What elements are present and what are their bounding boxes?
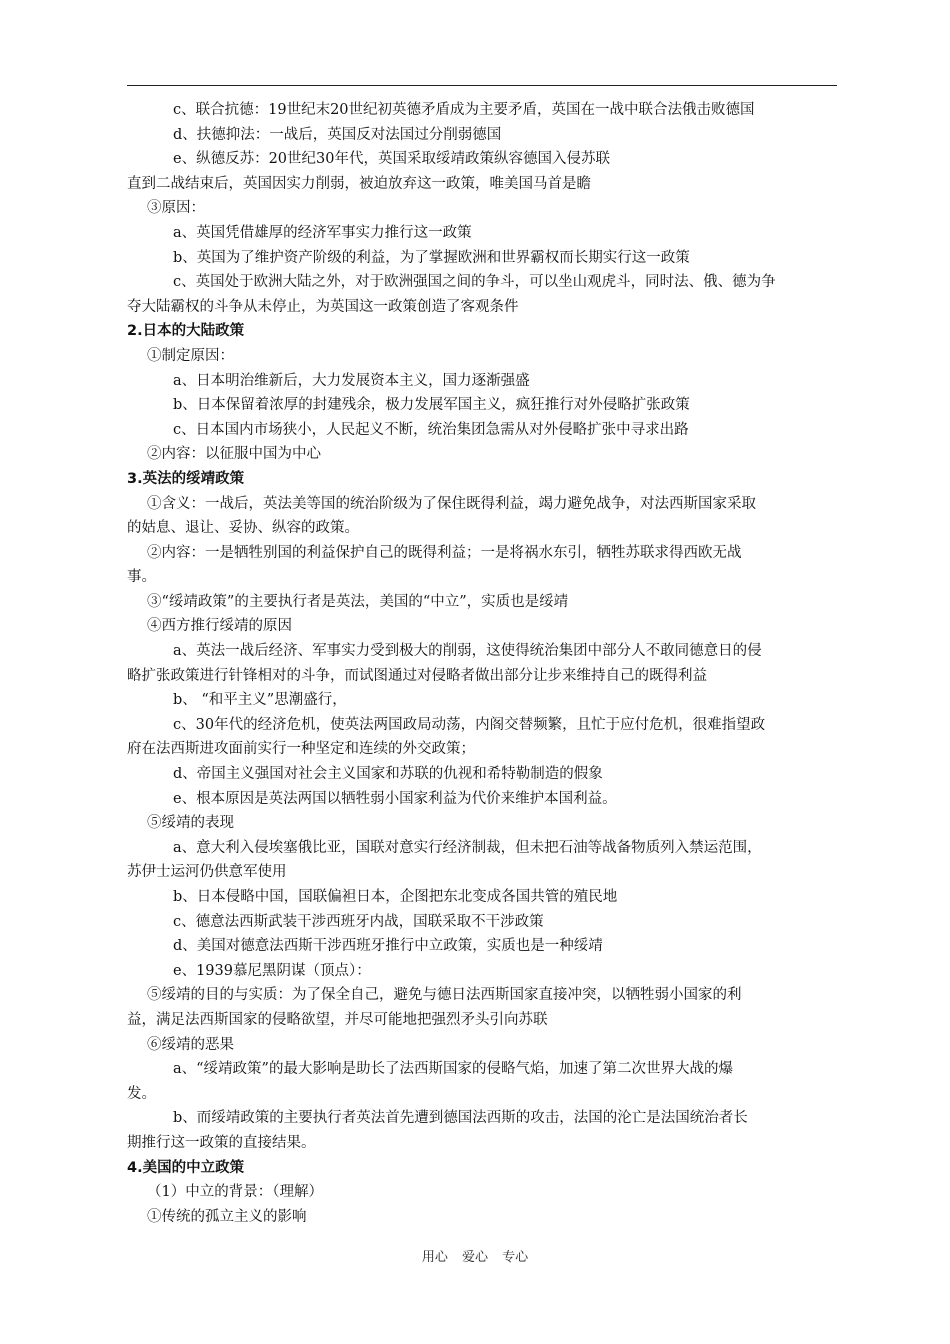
text-line: e、根本原因是英法两国以牺牲弱小国家利益为代价来维护本国利益。 [173,790,617,807]
text-line: c、英国处于欧洲大陆之外，对于欧洲强国之间的争斗，可以坐山观虎斗，同时法、俄、德为争 [173,274,776,291]
text-line: 事。 [127,569,156,586]
text-line: b、日本保留着浓厚的封建残余，极力发展军国主义，疯狂推行对外侵略扩张政策 [173,397,690,414]
text-line: c、联合抗德：19世纪末20世纪初英德矛盾成为主要矛盾，英国在一战中联合法俄击败德国 [173,102,755,118]
text-line: ③原因： [147,200,205,217]
text-line: e、纵德反苏：20世纪30年代，英国采取绥靖政策纵容德国入侵苏联 [173,151,610,168]
text-line: b、日本侵略中国，国联偏袒日本，企图把东北变成各国共管的殖民地 [173,889,618,905]
text-line: ②内容：以征服中国为中心 [147,446,321,463]
text-line: 夺大陆霸权的斗争从未停止，为英国这一政策创造了客观条件 [127,298,519,315]
text-line: ③“绥靖政策”的主要执行者是英法，美国的“中立”，实质也是绥靖 [147,593,569,610]
text-line: b、英国为了维护资产阶级的利益，为了掌握欧洲和世界霸权而长期实行这一政策 [173,249,690,266]
text-line: e、1939慕尼黑阴谋（顶点）： [173,962,371,979]
text-line: ⑤绥靖的表现 [147,815,234,832]
page-footer: 用心 爱心 专心 [421,1250,529,1265]
section-heading: 3.英法的绥靖政策 [127,470,245,487]
text-line: d、帝国主义强国对社会主义国家和苏联的仇视和希特勒制造的假象 [173,766,603,783]
text-line: c、日本国内市场狭小，人民起义不断，统治集团急需从对外侵略扩张中寻求出路 [173,421,689,438]
text-line: 府在法西斯进攻面前实行一种坚定和连续的外交政策； [127,741,475,758]
text-line: 益，满足法西斯国家的侵略欲望，并尽可能地把强烈矛头引向苏联 [127,1011,548,1028]
text-line: a、英国凭借雄厚的经济军事实力推行这一政策 [173,224,472,241]
document-body [127,98,837,1229]
text-line: ①制定原因： [147,347,234,364]
text-line: b、而绥靖政策的主要执行者英法首先遭到德国法西斯的攻击，法国的沦亡是法国统治者长 [173,1110,748,1127]
text-line: 直到二战结束后，英国因实力削弱，被迫放弃这一政策，唯美国马首是瞻 [127,175,591,192]
text-line: ②内容：一是牺牲别国的利益保护自己的既得利益；一是将祸水东引，牺牲苏联求得西欧无战 [147,544,742,561]
text-line: ①传统的孤立主义的影响 [147,1208,307,1225]
text-line: 的姑息、退让、妥协、纵容的政策。 [127,520,359,537]
text-line: 略扩张政策进行针锋相对的斗争，而试图通过对侵略者做出部分让步来维持自己的既得利益 [127,667,707,684]
text-line: （1）中立的背景：（理解） [147,1184,323,1201]
text-line: d、美国对德意法西斯干涉西班牙推行中立政策，实质也是一种绥靖 [173,938,603,955]
section-heading: 4.美国的中立政策 [127,1159,245,1176]
text-line: c、德意法西斯武装干涉西班牙内战，国联采取不干涉政策 [173,913,544,930]
text-line: ①含义：一战后，英法美等国的统治阶级为了保住既得利益，竭力避免战争，对法西斯国家采取 [147,495,756,512]
text-line: d、扶德抑法：一战后，英国反对法国过分削弱德国 [173,126,502,143]
section-heading: 2.日本的大陆政策 [127,323,245,340]
text-line: ⑥绥靖的恶果 [147,1036,234,1053]
text-line: a、“绥靖政策”的最大影响是助长了法西斯国家的侵略气焰，加速了第二次世界大战的爆 [173,1061,733,1078]
text-line: c、30年代的经济危机，使英法两国政局动荡，内阁交替频繁，且忙于应付危机，很难指望政 [173,716,766,733]
text-line: a、英法一战后经济、军事实力受到极大的削弱，这使得统治集团中部分人不敢同德意日的侵 [173,643,762,660]
text-line: ④西方推行绥靖的原因 [147,618,292,635]
text-line: 期推行这一政策的直接结果。 [127,1134,316,1151]
text-line: a、意大利入侵埃塞俄比亚，国联对意实行经济制裁，但未把石油等战备物质列入禁运范围， [173,839,762,856]
header-rule [127,85,837,86]
text-line: b、 “和平主义”思潮盛行， [173,692,347,709]
text-line: 苏伊士运河仍供意军使用 [127,864,287,881]
text-line: ⑤绥靖的目的与实质：为了保全自己，避免与德日法西斯国家直接冲突，以牺牲弱小国家的利 [147,987,742,1004]
text-line: 发。 [127,1085,156,1102]
text-line: a、日本明治维新后，大力发展资本主义，国力逐渐强盛 [173,372,530,389]
